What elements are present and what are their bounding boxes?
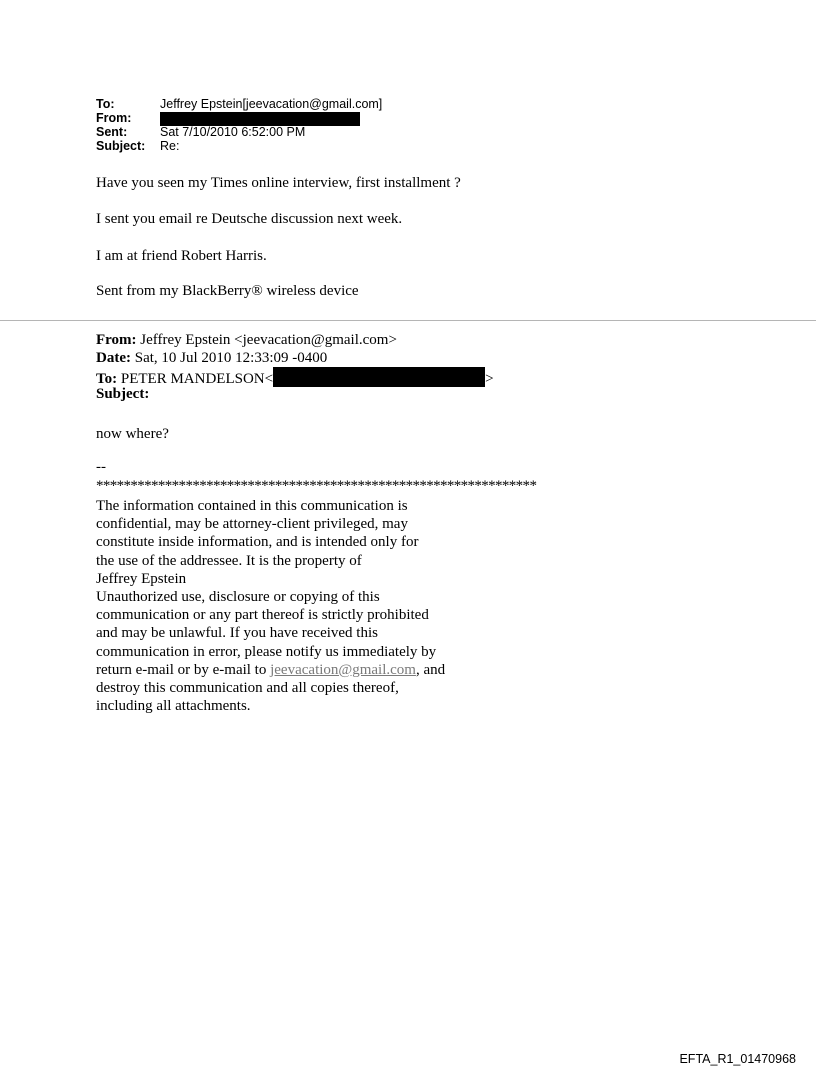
subject-value: Re:	[160, 139, 180, 153]
signature-dash: --	[96, 459, 106, 475]
body-paragraph: I sent you email re Deutsche discussion next week.	[96, 211, 403, 227]
from-label: From:	[96, 111, 132, 125]
quoted-to-value: PETER MANDELSON<	[117, 371, 274, 387]
disclaimer-line: communication in error, please notify us immediately by	[96, 643, 437, 660]
quoted-to-label: To:	[96, 371, 118, 387]
body-paragraph: Sent from my BlackBerry® wireless device	[96, 283, 359, 299]
disclaimer-line: the use of the addressee. It is the property of	[96, 552, 362, 569]
message-divider	[0, 320, 816, 321]
redaction-box	[273, 367, 485, 387]
quoted-date-row	[96, 349, 494, 367]
quoted-from-row	[96, 331, 494, 349]
quoted-subject-row	[96, 385, 494, 403]
quoted-subject-label: Subject:	[96, 386, 150, 402]
confidentiality-disclaimer	[96, 497, 445, 715]
to-value: Jeffrey Epstein[jeevacation@gmail.com]	[160, 97, 383, 111]
quoted-to-row	[96, 367, 494, 385]
quoted-to-suffix: >	[485, 371, 494, 387]
redaction-box	[160, 112, 360, 126]
disclaimer-line: confidential, may be attorney-client privileged, may	[96, 516, 408, 533]
disclaimer-return-line	[96, 661, 445, 679]
quoted-body: now where?	[96, 426, 169, 442]
sent-label: Sent:	[96, 125, 128, 139]
return-suffix: , and	[415, 661, 446, 678]
sent-value: Sat 7/10/2010 6:52:00 PM	[160, 125, 306, 139]
header-sent-row	[96, 125, 382, 139]
disclaimer-line: The information contained in this communication is	[96, 498, 408, 514]
quoted-date-label: Date:	[96, 350, 131, 366]
document-id: EFTA_R1_01470968	[679, 1052, 796, 1066]
disclaimer-line: constitute inside information, and is intended only for	[96, 534, 419, 551]
to-label: To:	[96, 97, 115, 111]
email-link[interactable]: jeevacation@gmail.com	[270, 661, 416, 678]
body-paragraph: Have you seen my Times online interview, first installment ?	[96, 175, 461, 191]
subject-label: Subject:	[96, 139, 146, 153]
header-to-row	[96, 97, 382, 111]
disclaimer-line: destroy this communication and all copies thereof,	[96, 680, 399, 697]
quoted-message-header	[96, 331, 494, 403]
body-paragraph: I am at friend Robert Harris.	[96, 248, 267, 264]
disclaimer-line: Jeffrey Epstein	[96, 570, 187, 587]
disclaimer-line: and may be unlawful. If you have received this	[96, 625, 378, 642]
quoted-date-value: Sat, 10 Jul 2010 12:33:09 -0400	[130, 350, 328, 366]
quoted-from-label: From:	[96, 332, 137, 348]
return-prefix: return e-mail or by e-mail to	[96, 661, 271, 678]
email-header	[96, 97, 382, 153]
quoted-from-value: Jeffrey Epstein <jeevacation@gmail.com>	[136, 332, 397, 348]
disclaimer-line: Unauthorized use, disclosure or copying of this	[96, 589, 380, 606]
header-from-row	[96, 111, 382, 125]
disclaimer-line: communication or any part thereof is strictly prohibited	[96, 607, 429, 624]
header-subject-row	[96, 139, 382, 153]
disclaimer-line: including all attachments.	[96, 698, 251, 715]
signature-separator: ****************************************************************	[96, 478, 537, 494]
